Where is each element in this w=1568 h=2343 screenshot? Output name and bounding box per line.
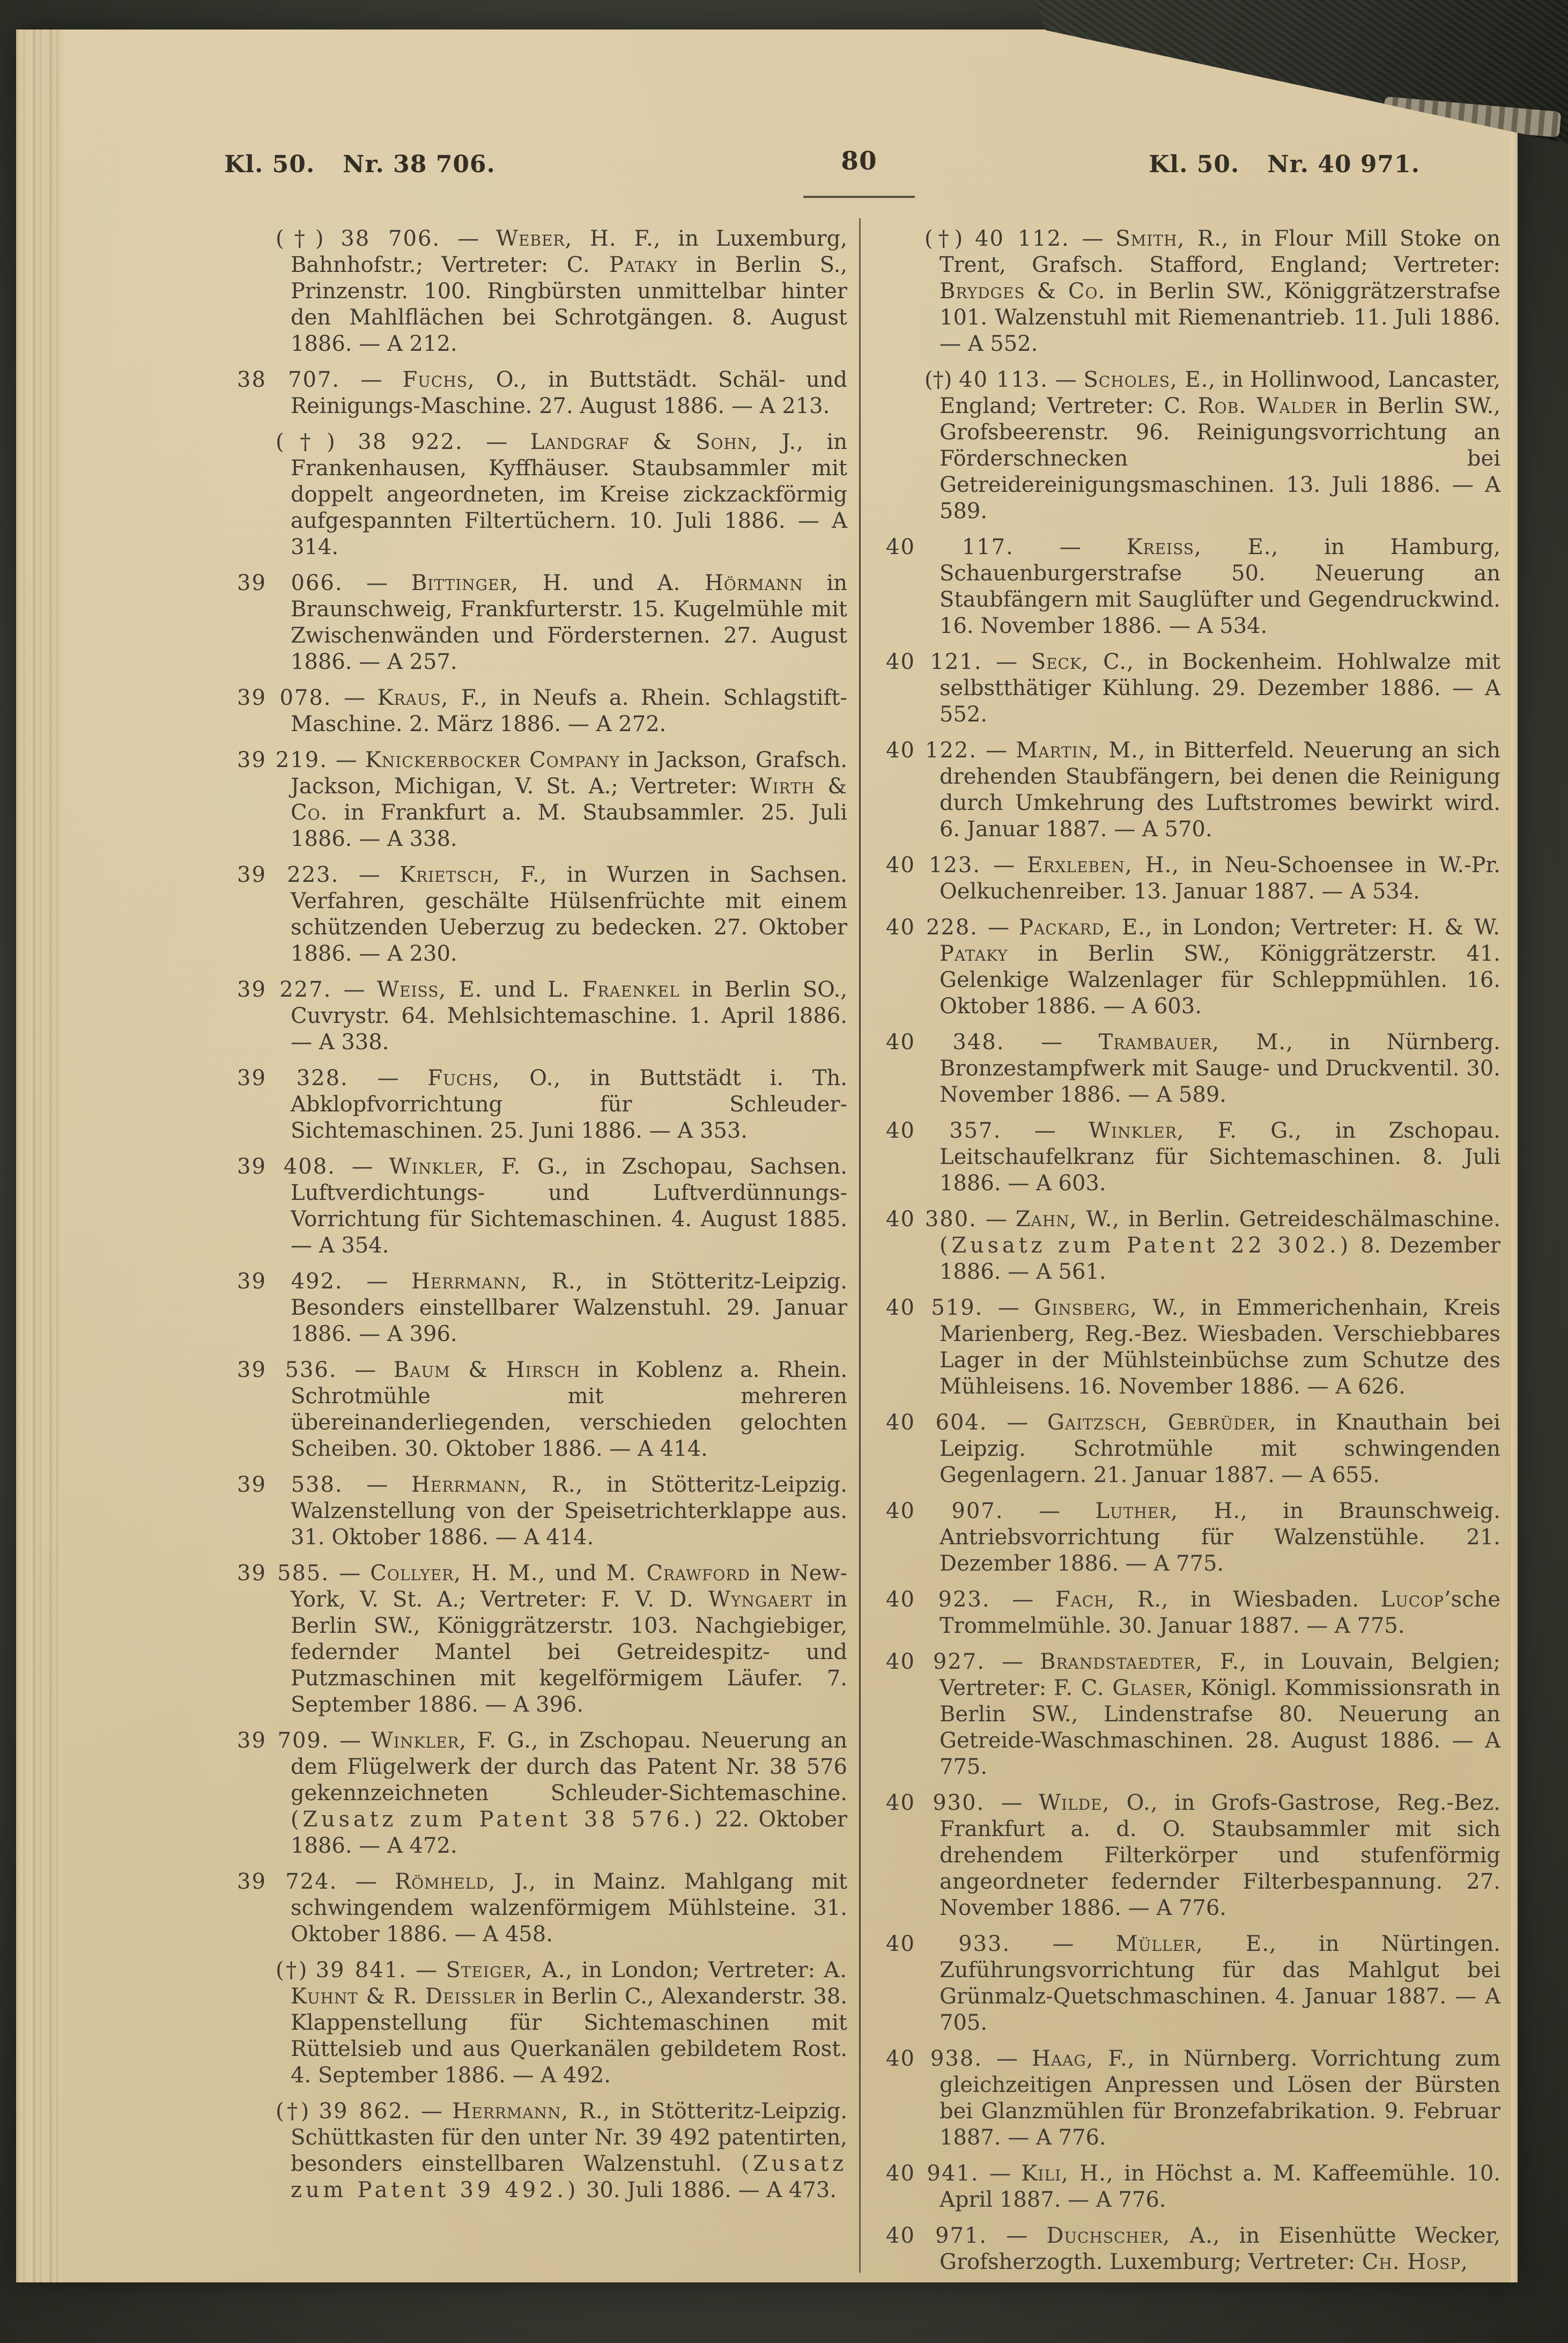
patent-number: 40 380. (886, 1207, 977, 1232)
entry-text: — (979, 2161, 1022, 2186)
patent-entry (237, 367, 847, 419)
entry-text: Weber, H. F., (495, 226, 661, 251)
dagger-mark: (†) (276, 430, 358, 454)
patent-entry (237, 1154, 847, 1259)
entry-text: — (1048, 367, 1084, 392)
patent-number: 40 938. (886, 2046, 982, 2071)
patent-entry (886, 1587, 1500, 1639)
patent-number: 39 219. (237, 748, 328, 772)
entry-text: in Berlin SW., Königgrätzerstr. 103. Nachgiebiger, federnder Mantel bei Getreidespitz- und Putzmaschinen mit kegelförmigem Läufer. 7. September 1886. — A 396. (291, 1587, 847, 1717)
entry-text: — (411, 2099, 453, 2124)
entry-text: — (335, 1154, 389, 1179)
patent-entry (237, 1065, 847, 1144)
entry-text: Ch. Hosp, (1362, 2250, 1468, 2274)
entry-text: — (982, 650, 1031, 674)
entry-text: L. Fraenkel (548, 977, 680, 1002)
patent-number: 39 408. (237, 1154, 336, 1179)
patent-entry (886, 534, 1500, 639)
entry-text: und (482, 977, 548, 1002)
entry-text: — (987, 1410, 1047, 1435)
entry-text: in Berlin. Getreideschälmaschine. (1120, 1207, 1500, 1232)
entry-text: in Frankfurt a. M. Staubsammler. 25. Juli 1886. — A 338. (291, 800, 847, 851)
patent-entry (886, 1498, 1500, 1577)
entry-text: — (329, 1728, 371, 1753)
entry-text: in Zschopau, Sachsen. Luftverdichtungs- und Luftverdünnungs-Vorrichtung für Sichtemaschinen. 4. August 1885. — A 354. (291, 1154, 847, 1258)
patent-number: 40 117. (886, 535, 1014, 559)
patent-number: 40 113. (959, 367, 1048, 392)
entry-text: M. Crawford (606, 1561, 750, 1586)
patent-entry (886, 915, 1500, 1020)
entry-text: — (985, 1649, 1040, 1674)
entry-text: in Emmerichenhain, Kreis Marienberg, Reg.-Bez. Wiesbaden. Verschiebbares Lager in der Mühlsteinbüchse zum Schutze des Mühleisens. 16. November 1886. — A 626. (940, 1295, 1500, 1399)
entry-text: H. & W. Pataky (940, 915, 1500, 966)
entry-text: in Hamburg, Schauenburgerstrafse 50. Neuerung an Staubfängern mit Sauglüfter und Gegendruckwind. 16. November 1886. — A 534. (940, 535, 1501, 638)
patent-number: 40 357. (886, 1118, 1002, 1143)
page-number-rule (803, 196, 915, 198)
entry-text: — (987, 2223, 1047, 2248)
entry-text: in Wurzen in Sachsen. Verfahren, geschälte Hülsenfrüchte mit einem schützenden Ueberzug zu bedecken. 27. Oktober 1886. — A 230. (291, 863, 847, 966)
entry-text: — (1003, 1499, 1096, 1523)
patent-entry (237, 1472, 847, 1551)
patent-entry (237, 429, 847, 561)
entry-text: in Höchst a. M. Kaffeemühle. 10. April 1887. — A 776. (940, 2161, 1500, 2212)
patent-number: 38 707. (237, 367, 341, 392)
entry-text: Fach, R., (1055, 1587, 1169, 1612)
patent-entry (886, 367, 1500, 525)
entry-text: Packard, E., (1019, 915, 1153, 940)
entry-text: Brydges & Co. (940, 279, 1106, 304)
entry-text: Wilde, O., (1038, 1791, 1158, 1815)
patent-number: 40 228. (886, 915, 979, 940)
entry-text: ’sche Trommelmühle. 30. Januar 1887. — A 775. (940, 1587, 1500, 1638)
patent-number: 40 121. (886, 650, 982, 674)
entry-text: in Neufs a. Rhein. Schlagstift-Maschine. 2. März 1886. — A 272. (291, 686, 847, 736)
entry-text: Herrmann, R., (411, 1472, 583, 1497)
patent-entry (886, 2161, 1500, 2213)
entry-text: F. V. D. Wyngaert (601, 1587, 813, 1612)
entry-text: in Nürnberg. Bronzestampfwerk mit Sauge- und Druckventil. 30. November 1886. — A 589. (940, 1030, 1500, 1107)
entry-text: Winkler, F. G., (1088, 1118, 1303, 1143)
entry-text: Herrmann, R., (411, 1269, 583, 1294)
entry-text: in Stötteritz-Leipzig. Besonders einstellbarer Walzenstuhl. 29. Januar 1886. — A 396. (291, 1269, 847, 1346)
entry-text: Kraus, F., (377, 686, 488, 710)
patent-number: 39 223. (237, 863, 339, 887)
header-left-number: Nr. 38 706. (343, 151, 495, 178)
entry-text: Lucop (1380, 1587, 1444, 1612)
entry-text: 22. Oktober 1886. — A 472. (291, 1807, 847, 1858)
entry-text: F. C. Glaser, (1053, 1676, 1194, 1700)
page-number (800, 146, 918, 176)
patent-number: 40 941. (886, 2161, 979, 2186)
patent-entry (237, 685, 847, 738)
entry-text: in Berlin C., Alexanderstr. 38. Klappenstellung für Sichtemaschinen mit Rüttelsieb und aus Querkanälen gebildetem Rost. 4. September 1886. — A 492. (291, 1984, 847, 2088)
entry-text: — (990, 1587, 1055, 1612)
entry-text: 30. Juli 1886. — A 473. (579, 2178, 837, 2202)
patent-number: 39 078. (237, 686, 332, 710)
patent-entry (237, 570, 847, 675)
entry-text: Königl. Kommissionsrath in Berlin SW., Lindenstrafse 80. Neuerung an Getreide-Waschmaschinen. 28. August 1886. — A 775. (940, 1676, 1501, 1779)
entry-text: in Braunschweig. Antriebsvorrichtung für Walzenstühle. 21. Dezember 1886. — A 775. (940, 1499, 1500, 1576)
entry-text: Gaitzsch, Gebrüder, (1047, 1410, 1277, 1435)
entry-text: Winkler, F. G., (389, 1154, 569, 1179)
entry-text: Trambauer, M., (1098, 1030, 1293, 1055)
entry-text: in Berlin SW., Königgrätzerstr. 41. Gelenkige Walzenlager für Schleppmühlen. 16. Oktober 1886. — A 603. (940, 941, 1500, 1019)
entry-text: — (337, 1869, 395, 1894)
entry-text: in Hollinwood, Lancaster, England; Vertreter: (940, 367, 1500, 418)
entry-text: in Bockenheim. Hohlwalze mit selbstthätiger Kühlung. 29. Dezember 1886. — A 552. (940, 650, 1501, 727)
dagger-mark: (†) (924, 367, 959, 392)
entry-text: Ginsberg, W., (1034, 1295, 1187, 1320)
entry-text: — (329, 1561, 371, 1586)
entry-text: in Berlin SW., Grofsbeerenstr. 96. Reinigungsvorrichtung an Förderschnecken bei Getreidereinigungsmaschinen. 13. Juli 1886. — A 589. (940, 394, 1501, 524)
patent-entry (886, 1649, 1500, 1780)
patent-entry (886, 1410, 1500, 1489)
entry-text: in Wiesbaden. (1168, 1587, 1381, 1612)
entry-text: — (977, 1207, 1016, 1232)
entry-text: — (978, 915, 1019, 940)
entry-text: in Luxemburg, Bahnhofstr.; Vertreter: (291, 226, 847, 277)
patent-entry (886, 649, 1500, 728)
patent-number: 39 724. (237, 1869, 338, 1894)
entry-text: und (545, 1561, 607, 1586)
patent-number: 39 841. (315, 1958, 407, 1983)
entry-text: — (1069, 226, 1116, 251)
entry-text: in New-York, V. St. A.; Vertreter: (291, 1561, 847, 1612)
entry-text: Winkler, F. G., (371, 1728, 539, 1753)
entry-text: C. Rob. Walder (1164, 394, 1337, 418)
entry-text: — (337, 1358, 394, 1382)
patent-number: 40 971. (886, 2223, 988, 2248)
entry-text: Collyer, H. M., (370, 1561, 546, 1586)
dagger-mark: (†) (276, 2099, 319, 2124)
entry-text: in Berlin SO., Cuvrystr. 64. Mehlsichtemaschine. 1. April 1886. — A 338. (291, 977, 847, 1055)
entry-text: — (406, 1958, 446, 1983)
patent-entry (886, 1295, 1500, 1400)
entry-text: — (343, 571, 411, 595)
entry-text: — (440, 226, 496, 251)
patent-entry (886, 1206, 1500, 1285)
patent-entry (886, 2223, 1500, 2275)
patent-number: 40 933. (886, 1932, 1011, 1956)
entry-text: Wirth & Co. (291, 774, 847, 825)
patent-entry (886, 2046, 1500, 2151)
entry-text: 8. Dezember 1886. — A 561. (940, 1233, 1500, 1284)
entry-text: Steiger, A., (446, 1958, 573, 1983)
entry-text: Baum & Hirsch (393, 1358, 580, 1382)
entry-text: Herrmann, R., (452, 2099, 611, 2124)
entry-text: in Louvain, Belgien; Vertreter: (940, 1649, 1500, 1700)
entry-text: in London; Vertreter: (1152, 915, 1408, 940)
entry-text: in Nürtingen. Zuführungsvorrichtung für das Mahlgut bei Grünmalz-Quetschmaschinen. 4. Januar 1887. — A 705. (940, 1932, 1500, 2035)
entry-text: — (327, 748, 365, 772)
patent-number: 39 536. (237, 1358, 337, 1382)
column-left (237, 226, 847, 2213)
entry-text: (Zusatz zum Patent 38 576.) (291, 1807, 706, 1832)
entry-text: in Koblenz a. Rhein. Schrotmühle mit mehreren übereinanderliegenden, verschieden gelochten Scheiben. 30. Oktober 1886. — A 414. (291, 1358, 848, 1461)
patent-number: 40 122. (886, 738, 978, 763)
entry-text: Landgraf & Sohn, J., (530, 430, 804, 454)
patent-number: 40 604. (886, 1410, 988, 1435)
patent-number: 39 862. (319, 2099, 411, 2124)
entry-text: (Zusatz zum Patent 22 302.) (940, 1233, 1352, 1258)
patent-number: 40 907. (886, 1499, 1004, 1523)
page-number-text: 80 (841, 146, 877, 176)
patent-entry (237, 1869, 847, 1948)
entry-text: Kreiss, E., (1126, 535, 1279, 559)
entry-text: in Jackson, Grafsch. Jackson, Michigan, V. St. A.; Vertreter: (291, 748, 848, 799)
entry-text: Haag, F., (1032, 2046, 1135, 2071)
entry-text: — (1004, 1030, 1099, 1055)
patent-number: 39 585. (237, 1561, 330, 1586)
patent-entry (886, 738, 1500, 843)
dagger-mark: (†) (924, 226, 975, 251)
entry-text: — (1001, 1118, 1089, 1143)
patent-number: 38 922. (358, 430, 463, 454)
entry-text: in Frankenhausen, Kyffhäuser. Staubsammler mit doppelt angeordneten, im Kreise zickzackförmig aufgespannten Filtertüchern. 10. Juli 1886. — A 314. (291, 430, 847, 559)
patent-number: 40 112. (975, 226, 1070, 251)
dagger-mark: (†) (276, 1958, 316, 1983)
patent-entry (886, 1118, 1500, 1197)
patent-entry (886, 226, 1500, 357)
entry-text: — (1010, 1932, 1116, 1956)
patent-entry (237, 747, 847, 852)
entry-text: — (982, 2046, 1032, 2071)
patent-number: 40 348. (886, 1030, 1005, 1055)
entry-text: Müller, E., (1115, 1932, 1277, 1956)
entry-text: A. Hörmann (657, 571, 803, 595)
patent-entry (237, 1728, 847, 1859)
entry-text: Erxleben, H., (1027, 853, 1180, 878)
entry-text: in Buttstädt i. Th. Abklopfvorrichtung für Schleuder-Sichtemaschinen. 25. Juni 1886. — A 353. (291, 1066, 848, 1143)
patent-number: 39 227. (237, 977, 332, 1002)
entry-text: in London; Vertreter: (573, 1958, 824, 1983)
entry-text: Duchscher, A., (1046, 2223, 1221, 2248)
entry-text: Kili, H., (1021, 2161, 1114, 2186)
patent-number: 39 492. (237, 1269, 343, 1294)
patent-entry (237, 1357, 847, 1462)
entry-text: in Eisenhütte Wecker, Grofsherzogth. Luxemburg; Vertreter: (940, 2223, 1500, 2274)
patent-number: 40 123. (886, 853, 981, 878)
entry-text: in Berlin S., Prinzenstr. 100. Ringbürsten unmittelbar hinter den Mahlflächen bei Schrotgängen. 8. August 1886. — A 212. (291, 253, 848, 356)
patent-number: 39 538. (237, 1472, 343, 1497)
patent-number: 38 706. (341, 226, 441, 251)
patent-entry (237, 1560, 847, 1718)
patent-entry (886, 1931, 1500, 2036)
entry-text: und (569, 571, 657, 595)
header-right-class: Kl. 50. (1149, 151, 1240, 178)
entry-text: — (463, 430, 530, 454)
patent-entry (237, 862, 847, 967)
entry-text: in Neu-Schoensee in W.-Pr. Oelkuchenreiber. 13. Januar 1887. — A 534. (940, 853, 1500, 904)
entry-text: Bittinger, H. (411, 571, 569, 595)
patent-entry (886, 1029, 1500, 1108)
patent-entry (237, 2098, 847, 2204)
patent-number: 40 930. (886, 1791, 985, 1815)
entry-text: — (343, 1269, 411, 1294)
entry-text: Brandstaedter, F., (1040, 1649, 1247, 1674)
entry-text: Krietsch, F., (400, 863, 548, 887)
patent-entry (237, 1269, 847, 1347)
entry-text: — (977, 738, 1016, 763)
patent-entry (237, 977, 847, 1056)
entry-text: in Zschopau. Neuerung an dem Flügelwerk der durch das Patent Nr. 38 576 gekennzeichneten Schleuder-Sichtemaschine. (291, 1728, 848, 1806)
patent-number: 39 709. (237, 1728, 330, 1753)
entry-text: (Zusatz zum Patent 39 492.) (291, 2152, 847, 2202)
gazette-page (16, 30, 1518, 2282)
patent-entry (237, 226, 847, 357)
entry-text: Smith, R., (1115, 226, 1229, 251)
entry-text: Martin, M., (1016, 738, 1146, 763)
entry-text: Knickerbocker Company (365, 748, 620, 772)
entry-text: Scholes, E., (1083, 367, 1216, 392)
column-right (886, 226, 1500, 2285)
entry-text: A. Kuhnt & R. Deissler (291, 1958, 847, 2009)
entry-text: — (1014, 535, 1127, 559)
entry-text: — (981, 853, 1027, 878)
entry-text: C. Pataky (566, 253, 678, 277)
entry-text: in Nürnberg. Vorrichtung zum gleichzeitigen Anpressen und Lösen der Bürsten bei Glanzmühlen für Bronzefabrikation. 9. Februar 1887. — A 776. (940, 2046, 1500, 2150)
entry-text: Weiss, E. (376, 977, 483, 1002)
entry-text: in Knauthain bei Leipzig. Schrotmühle mit schwingenden Gegenlagern. 21. Januar 1887. — A 655. (940, 1410, 1500, 1487)
entry-text: in Zschopau. Leitschaufelkranz für Sichtemaschinen. 8. Juli 1886. — A 603. (940, 1118, 1500, 1196)
patent-number: 40 927. (886, 1649, 985, 1674)
entry-text: Zahn, W., (1015, 1207, 1120, 1232)
patent-number: 40 923. (886, 1587, 990, 1612)
page-right-edge (1511, 94, 1518, 2282)
entry-text: Seck, C., (1031, 650, 1134, 674)
entry-text: in Mainz. Mahlgang mit schwingendem walzenförmigem Mühlsteine. 31. Oktober 1886. — A 458. (291, 1869, 847, 1947)
entry-text: Römheld, J., (394, 1869, 536, 1894)
entry-text: Fuchs, O., (402, 367, 528, 392)
patent-entry (886, 852, 1500, 905)
dagger-mark: (†) (276, 226, 341, 251)
entry-text: — (339, 863, 400, 887)
entry-text: — (983, 1295, 1034, 1320)
header-left-class: Kl. 50. (224, 151, 315, 178)
entry-text: — (348, 1066, 428, 1091)
entry-text: in Bitterfeld. Neuerung an sich drehenden Staubfängern, bei denen die Reinigung durch Umkehrung des Luftstromes bewirkt wird. 6. Januar 1887. — A 570. (940, 738, 1500, 842)
entry-text: in Buttstädt. Schäl- und Reinigungs-Maschine. 27. August 1886. — A 213. (291, 367, 847, 418)
entry-text: — (331, 977, 377, 1002)
patent-number: 39 066. (237, 571, 343, 595)
entry-text: in Grofs-Gastrose, Reg.-Bez. Frankfurt a. d. O. Staubsammler mit sich drehendem Filterkörper und stufenförmig angeordneter federnder Filterbespannung. 27. November 1886. — A 776. (940, 1791, 1501, 1920)
column-divider-rule (859, 218, 861, 2273)
header-right (1149, 151, 1420, 178)
entry-text: in Braunschweig, Frankfurterstr. 15. Kugelmühle mit Zwischenwänden und Fördersternen. 27. August 1886. — A 257. (291, 571, 847, 674)
patent-entry (886, 1790, 1500, 1921)
entry-text: — (340, 367, 403, 392)
entry-text: in Flour Mill Stoke on Trent, Grafsch. Stafford, England; Vertreter: (940, 226, 1501, 277)
entry-text: — (331, 686, 378, 710)
entry-text: Fuchs, O., (427, 1066, 561, 1091)
entry-text: — (343, 1472, 411, 1497)
entry-text: in Stötteritz-Leipzig. Walzenstellung von der Speisetrichterklappe aus. 31. Oktober 1886. — A 414. (291, 1472, 847, 1550)
patent-entry (237, 1957, 847, 2089)
entry-text: Luther, H., (1095, 1499, 1248, 1523)
patent-number: 40 519. (886, 1295, 983, 1320)
entry-text: in Berlin SW., Königgrätzerstrafse 101. Walzenstuhl mit Riemenantrieb. 11. Juli 1886. — A 552. (940, 279, 1500, 356)
entry-text: — (985, 1791, 1039, 1815)
entry-text: in Stötteritz-Leipzig. Schüttkasten für den unter Nr. 39 492 patentirten, besonders einstellbaren Walzenstuhl. (291, 2099, 847, 2176)
header-right-number: Nr. 40 971. (1267, 151, 1420, 178)
header-left (224, 151, 495, 178)
page-stack-edge (16, 30, 62, 2282)
patent-number: 39 328. (237, 1066, 349, 1091)
